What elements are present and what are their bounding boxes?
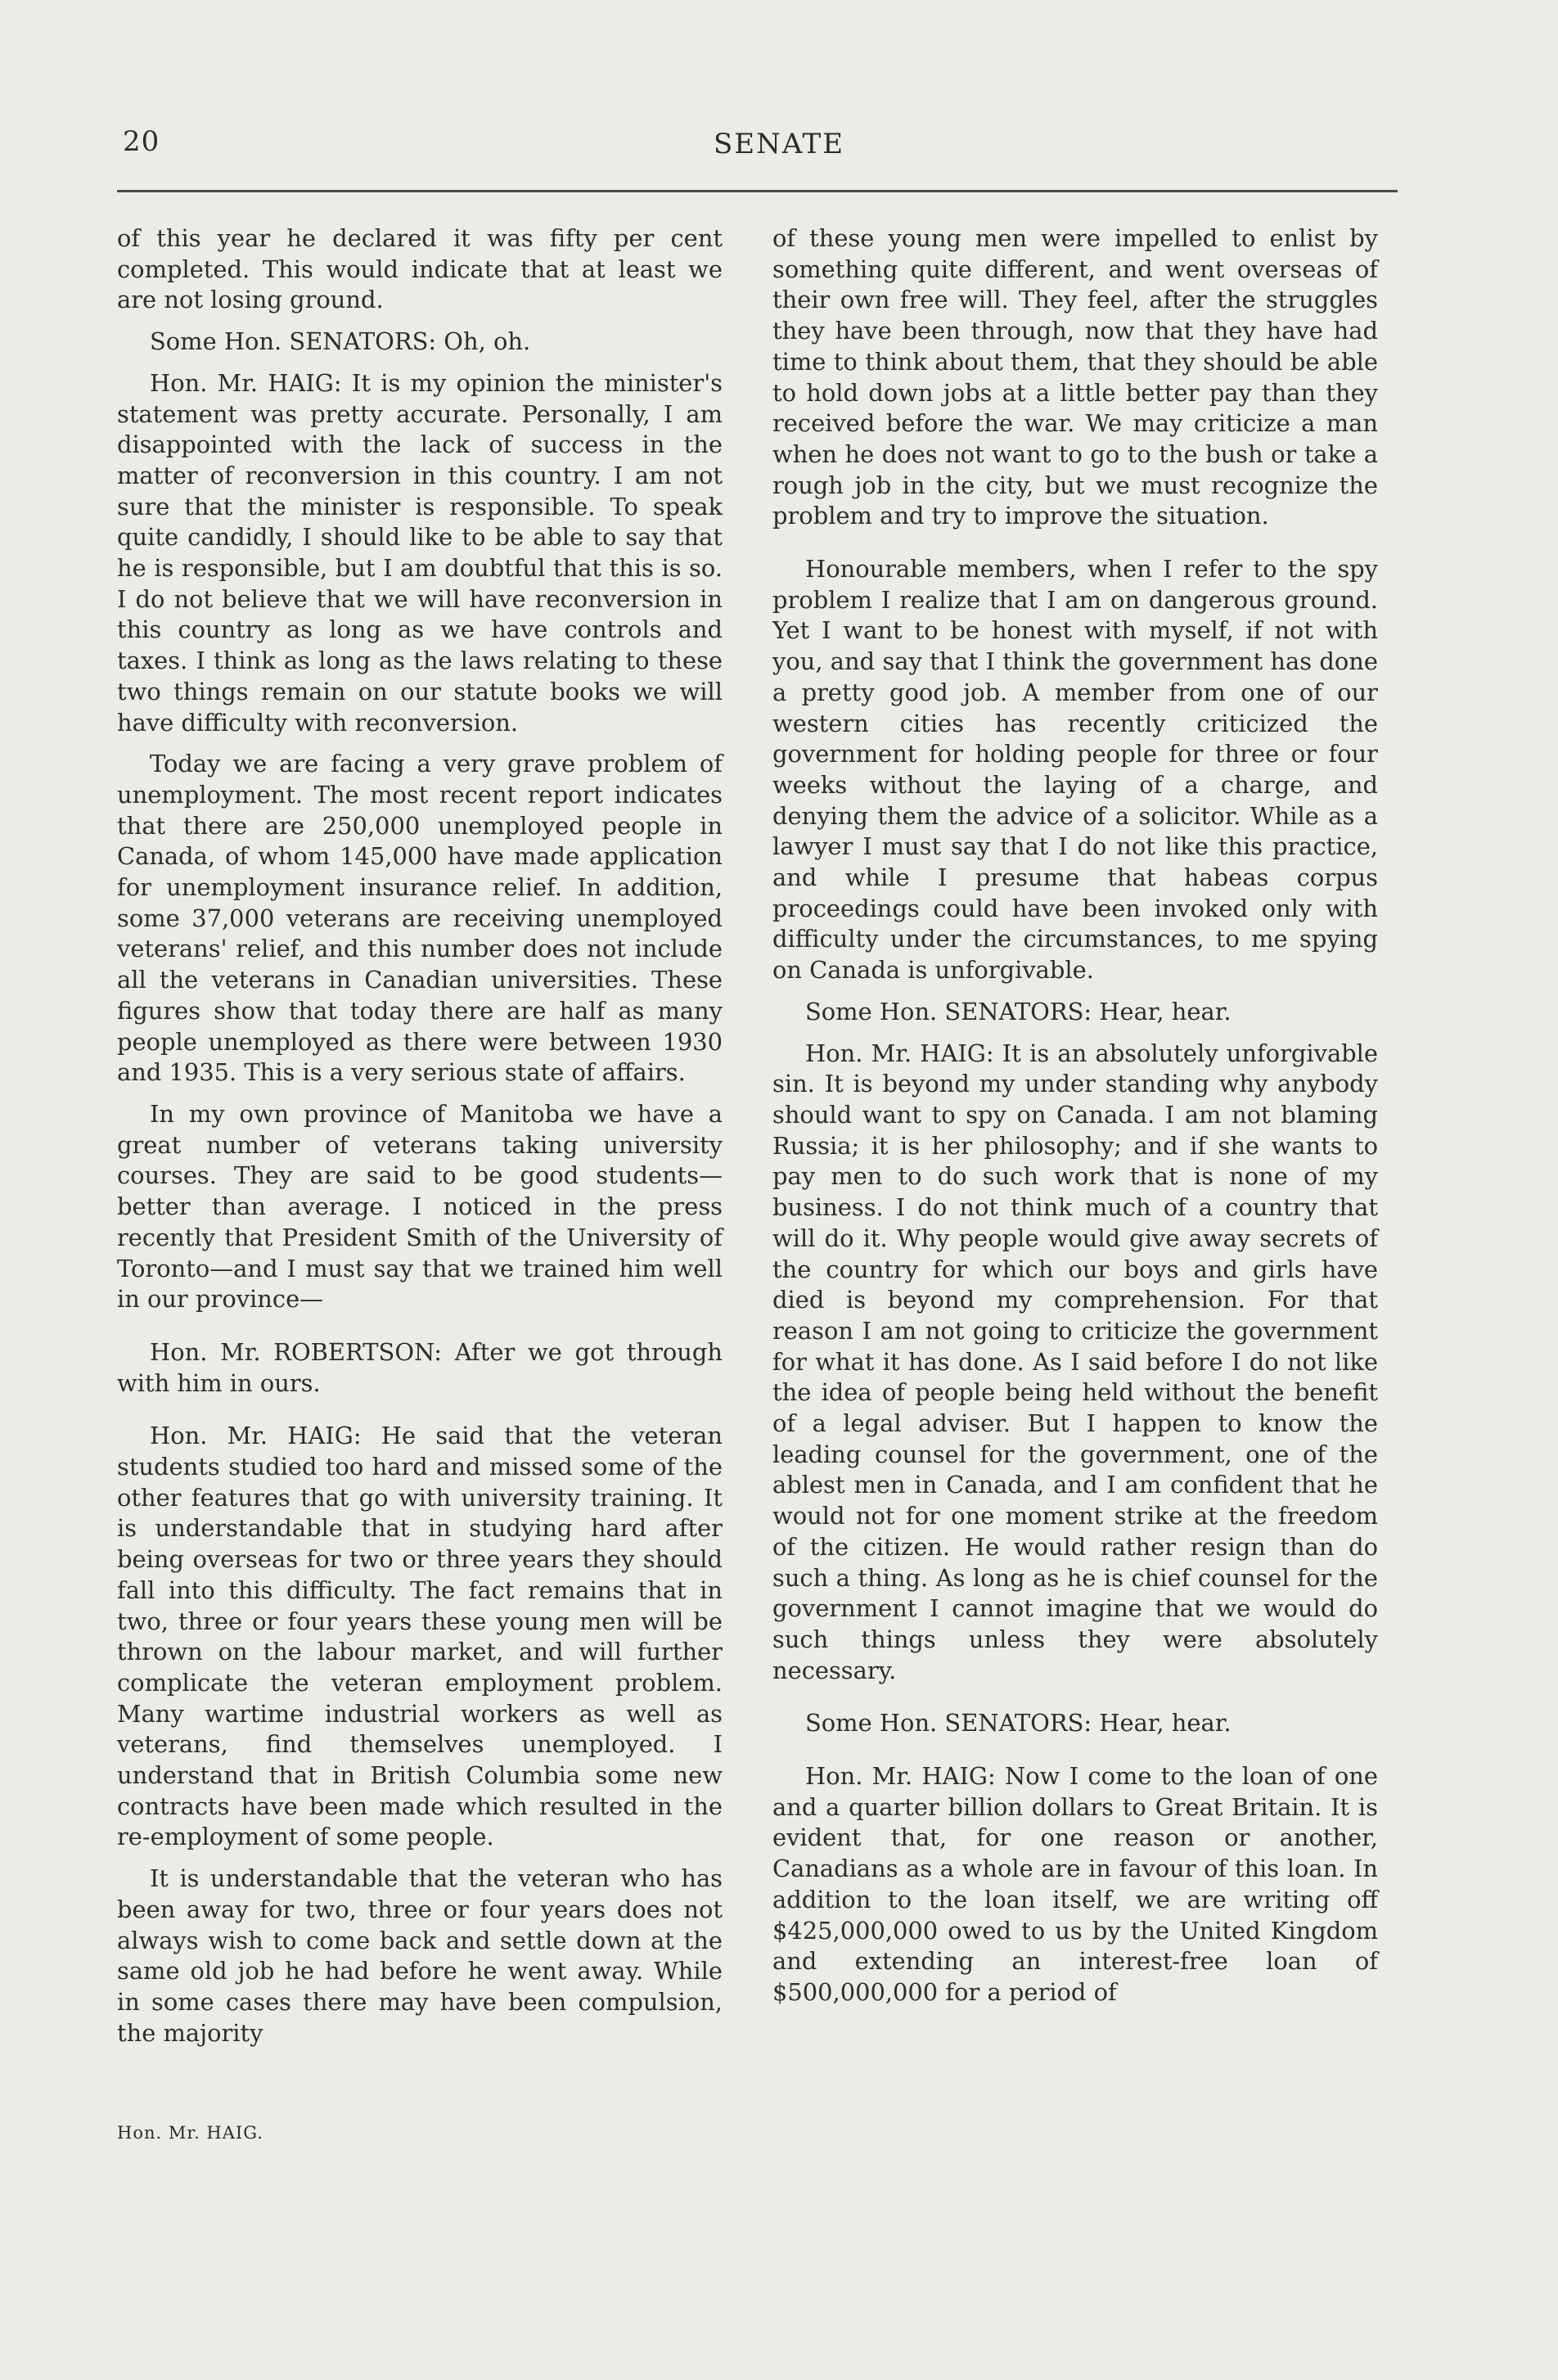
paragraph: Today we are facing a very grave problem of unemployment. The most recent report indicates that there are 250,000 unemployed people in Canada, of whom 145,000 have made application for unemployment insurance relief. In addition, some 37,000 veterans are receiving unemployed veterans' relief, and this number does not include all the veterans in Canadian universities. These figures show that today there are half as many people unemployed as there were between 1930 and 1935. This is a very serious state of affairs.	[117, 750, 723, 1087]
paragraph: Some Hon. SENATORS: Oh, oh.	[150, 327, 531, 356]
right-column	[772, 223, 1378, 2008]
header-rule	[117, 190, 1398, 192]
paragraph: Hon. Mr. HAIG: It is an absolutely unforgivable sin. It is beyond my under standing why anybody should want to spy on Canada. I am not blaming Russia; it is her philosophy; and if she wants to pay men to do such work that is none of my business. I do not think much of a country that will do it. Why people would give away secrets of the country for which our boys and girls have died is beyond my comprehension. For that reason I am not going to criticize the government for what it has done. As I said before I do not like the idea of people being held without the benefit of a legal adviser. But I happen to know the leading counsel for the government, one of the ablest men in Canada, and I am confident that he would not for one moment strike at the freedom of the citizen. He would rather resign than do such a thing. As long as he is chief counsel for the government I cannot imagine that we would do such things unless they were absolutely necessary.	[772, 1039, 1378, 1684]
paragraph: In my own province of Manitoba we have a great number of veterans taking university courses. They are said to be good students—better than average. I noticed in the press recently that President Smith of the University of Toronto—and I must say that we trained him well in our province—	[117, 1099, 723, 1314]
paragraph: Hon. Mr. ROBERTSON: After we got through with him in ours.	[117, 1337, 723, 1397]
paragraph: Some Hon. SENATORS: Hear, hear.	[805, 997, 1232, 1025]
footer-speaker-note: Hon. Mr. HAIG.	[117, 2123, 263, 2143]
paragraph: Hon. Mr. HAIG: He said that the veteran students studied too hard and missed some of the other features that go with university training. It is understandable that in studying hard after being overseas for two or three years they should fall into this difficulty. The fact remains that in two, three or four years these young men will be thrown on the labour market, and will further complicate the veteran employment problem. Many wartime industrial workers as well as veterans, find themselves unemployed. I understand that in British Columbia some new contracts have been made which resulted in the re-employment of some people.	[117, 1422, 723, 1851]
paragraph: of this year he declared it was fifty per cent completed. This would indicate that at least we are not losing ground.	[117, 224, 723, 314]
left-column	[117, 223, 723, 2049]
page-number: 20	[123, 125, 160, 158]
paragraph: Hon. Mr. HAIG: It is my opinion the minister's statement was pretty accurate. Personally, I am disappointed with the lack of success in the matter of reconversion in this country. I am not sure that the minister is responsible. To speak quite candidly, I should like to be able to say that he is responsible, but I am doubtful that this is so. I do not believe that we will have reconversion in this country as long as we have controls and taxes. I think as long as the laws relating to these two things remain on our statute books we will have difficulty with reconversion.	[117, 368, 723, 737]
paragraph: Honourable members, when I refer to the spy problem I realize that I am on dangerous ground. Yet I want to be honest with myself, if not with you, and say that I think the government has done a pretty good job. A member from one of our western cities has recently criticized the government for holding people for three or four weeks without the laying of a charge, and denying them the advice of a solicitor. While as a lawyer I must say that I do not like this practice, and while I presume that habeas corpus proceedings could have been invoked only with difficulty under the circumstances, to me spying on Canada is unforgivable.	[772, 555, 1378, 985]
paragraph: Hon. Mr. HAIG: Now I come to the loan of one and a quarter billion dollars to Great Britain. It is evident that, for one reason or another, Canadians as a whole are in favour of this loan. In addition to the loan itself, we are writing off $425,000,000 owed to us by the United Kingdom and extending an interest-free loan of $500,000,000 for a period of	[772, 1762, 1378, 2006]
paragraph: of these young men were impelled to enlist by something quite different, and went overseas of their own free will. They feel, after the struggles they have been through, now that they have had time to think about them, that they should be able to hold down jobs at a little better pay than they received before the war. We may criticize a man when he does not want to go to the bush or take a rough job in the city, but we must recognize the problem and try to improve the situation.	[772, 224, 1378, 530]
paragraph: It is understandable that the veteran who has been away for two, three or four years does not always wish to come back and settle down at the same old job he had before he went away. While in some cases there may have been compulsion, the majority	[117, 1864, 723, 2047]
paragraph: Some Hon. SENATORS: Hear, hear.	[805, 1709, 1232, 1738]
running-head: SENATE	[713, 128, 845, 160]
